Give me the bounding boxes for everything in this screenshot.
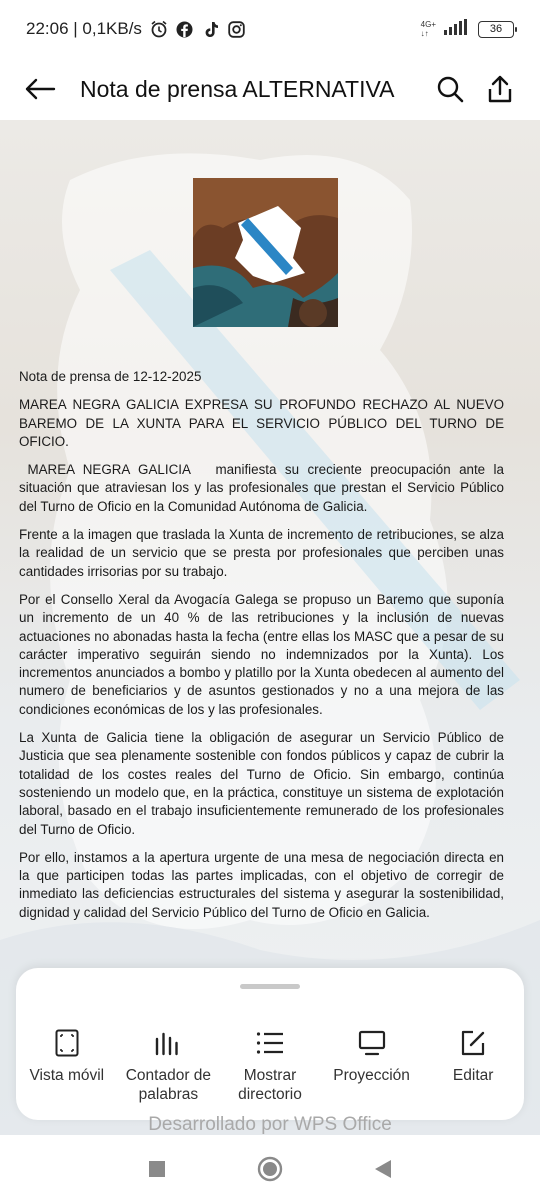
back-triangle-icon (374, 1159, 392, 1179)
status-bar (0, 0, 540, 58)
home-button[interactable] (255, 1154, 285, 1184)
document-title: Nota de prensa ALTERNATIVA (80, 75, 395, 102)
instagram-icon (228, 20, 246, 38)
tool-label: Mostrar directorio (238, 1067, 302, 1103)
alarm-icon (150, 20, 168, 38)
system-nav-bar (0, 1138, 540, 1200)
share-icon (487, 75, 513, 103)
back-button[interactable] (22, 71, 58, 107)
back-nav-button[interactable] (368, 1154, 398, 1184)
marea-negra-logo (193, 178, 338, 327)
monitor-icon (357, 1028, 387, 1058)
share-button[interactable] (482, 71, 518, 107)
paragraph: La Xunta de Galicia tiene la obligación de asegurar un Servicio Público de Justicia que sea plenamente sostenible con fondos públicos y capaz de cubrir la totalidad de los costes reales del Turno de Oficio. Sin embargo, continúa sosteniendo un modelo que, en la práctica, constituye un sistema de explotación laboral, basado en el trabajo insuficientemente remunerado de los profesionales del Turno de Oficio. (19, 730, 504, 837)
show-directory-button[interactable] (219, 1028, 321, 1104)
network-type: 4G+ ↓↑ (420, 20, 436, 38)
list-icon (255, 1028, 285, 1058)
tiktok-icon (202, 20, 220, 38)
facebook-icon (176, 20, 194, 38)
recents-button[interactable] (142, 1154, 172, 1184)
sheet-drag-handle[interactable] (240, 984, 300, 989)
word-count-button[interactable] (118, 1028, 220, 1104)
signal-icon (444, 19, 470, 40)
paragraph: Frente a la imagen que traslada la Xunta de incremento de retribuciones, se alza la realidad de un servicio que se presta por profesionales que perciben unas cantidades irrisorias por su trabajo. (19, 527, 504, 579)
app-header (0, 58, 540, 120)
bar-chart-icon (153, 1028, 183, 1058)
search-icon (436, 75, 464, 103)
back-arrow-icon (24, 77, 56, 101)
edit-button[interactable] (422, 1028, 524, 1104)
battery-icon: 36 (478, 21, 514, 38)
status-time-speed: 22:06 | 0,1KB/s (26, 19, 142, 38)
tool-label: Vista móvil (29, 1067, 105, 1084)
paragraph: Por ello, instamos a la apertura urgente de una mesa de negociación directa en la que participen todas las partes implicadas, con el objetivo de corregir de inmediato las deficiencias estructurales del sistema y asegurar la sostenibilidad, dignidad y calidad del Servicio Público del Turno de Oficio en Galicia. (19, 849, 504, 920)
paragraph: Por el Consello Xeral da Avogacía Galega se propuso un Baremo que suponía un incremento de un 40 % de las retribuciones y la inclusión de nuevas actuaciones no abonadas hasta la fecha (entre ellas los MASC que a pesar de su carácter imperativo seguirán siendo no indemnizados por la Xunta). Los incrementos anunciados a bombo y platillo por la Xunta obedecen al aumento del numero de beneficiarios y de asuntos gestionados y no a una mejora de las condiciones económicas de los y las profesionales. (19, 591, 504, 717)
projection-button[interactable] (321, 1028, 423, 1104)
tool-label: Editar (452, 1067, 494, 1084)
recents-square-icon (148, 1160, 166, 1178)
mobile-view-button[interactable] (16, 1028, 118, 1104)
paragraph: MAREA NEGRA GALICIA manifiesta su creciente preocupación ante la situación que atraviesan los y las profesionales que prestan el Servicio Público del Turno de Oficio en la Comunidad Autónoma de Galicia. (19, 462, 508, 514)
home-circle-icon (257, 1156, 283, 1182)
bottom-sheet-toolbar (16, 968, 524, 1120)
tool-label: Contador de palabras (125, 1067, 212, 1103)
wps-watermark: Desarrollado por WPS Office (148, 1114, 392, 1135)
press-release-date: Nota de prensa de 12-12-2025 (19, 369, 202, 384)
search-button[interactable] (432, 71, 468, 107)
headline: MAREA NEGRA GALICIA EXPRESA SU PROFUNDO RECHAZO AL NUEVO BAREMO DE LA XUNTA PARA EL SERVICIO PÚBLICO DEL TURNO DE OFICIO. (19, 397, 504, 449)
edit-icon (458, 1028, 488, 1058)
document-body (19, 368, 508, 932)
phone-frame-icon (52, 1028, 82, 1058)
tool-label: Proyección (333, 1067, 410, 1084)
